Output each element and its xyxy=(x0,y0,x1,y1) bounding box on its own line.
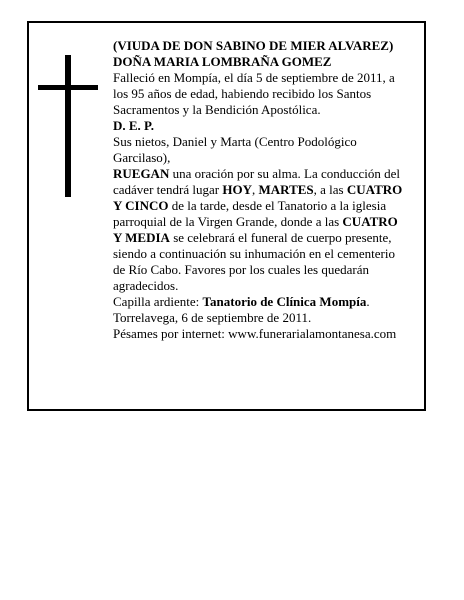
death-info-text: los 95 años de edad, habiendo recibido los Santos xyxy=(113,86,372,101)
request-text: se celebrará el funeral de cuerpo presente, xyxy=(169,230,392,245)
line-chapel xyxy=(113,294,423,310)
request-text: una oración por su alma. La conducción del xyxy=(169,166,401,181)
line-request-5 xyxy=(113,230,423,246)
death-info-text: Sacramentos y la Bendición Apostólica. xyxy=(113,102,321,117)
family-text: Garcilaso), xyxy=(113,150,171,165)
line-death-info-1 xyxy=(113,70,423,86)
chapel-label: Capilla ardiente: xyxy=(113,294,203,309)
request-text: agradecidos. xyxy=(113,278,179,293)
time-keyword: CUATRO xyxy=(342,214,398,229)
time-keyword: Y CINCO xyxy=(113,198,169,213)
deceased-name: DOÑA MARIA LOMBRAÑA GOMEZ xyxy=(113,54,332,69)
line-request-1 xyxy=(113,166,423,182)
line-request-8 xyxy=(113,278,423,294)
line-condolences xyxy=(113,326,423,342)
chapel-punctuation: . xyxy=(366,294,370,309)
line-request-4 xyxy=(113,214,423,230)
request-text: de Río Cabo. Favores por los cuales les quedarán xyxy=(113,262,369,277)
request-keyword: RUEGAN xyxy=(113,166,170,181)
cross-vertical-bar xyxy=(65,55,71,197)
request-text: , xyxy=(251,182,259,197)
request-text: cadáver tendrá lugar xyxy=(113,182,223,197)
request-text: siendo a continuación su inhumación en el cementerio xyxy=(113,246,395,261)
cross-icon xyxy=(38,55,98,197)
family-text: Sus nietos, Daniel y Marta (Centro Podológico xyxy=(113,134,357,149)
rip-text: D. E. P. xyxy=(113,118,155,133)
line-rip xyxy=(113,118,423,134)
line-family-2 xyxy=(113,150,423,166)
time-keyword: CUATRO xyxy=(346,182,403,197)
time-keyword: Y MEDIA xyxy=(113,230,170,245)
request-text: parroquial de la Virgen Grande, donde a las xyxy=(113,214,343,229)
line-request-2 xyxy=(113,182,423,198)
weekday-keyword: MARTES xyxy=(258,182,314,197)
line-widow-of xyxy=(113,38,423,54)
obituary-text xyxy=(113,38,423,342)
line-family-1 xyxy=(113,134,423,150)
line-death-info-3 xyxy=(113,102,423,118)
place-date-text: Torrelavega, 6 de septiembre de 2011. xyxy=(113,310,312,325)
line-deceased-name xyxy=(113,54,423,70)
widow-of-text: (VIUDA DE DON SABINO DE MIER ALVAREZ) xyxy=(113,38,394,53)
request-text: de la tarde, desde el Tanatorio a la iglesia xyxy=(168,198,387,213)
death-info-text: Falleció en Mompía, el día 5 de septiembre de 2011, a xyxy=(113,70,395,85)
day-keyword: HOY xyxy=(222,182,252,197)
condolences-text: Pésames por internet: www.funerarialamontanesa.com xyxy=(113,326,397,341)
cross-horizontal-bar xyxy=(38,85,98,90)
line-place-date xyxy=(113,310,423,326)
line-request-3 xyxy=(113,198,423,214)
chapel-name: Tanatorio de Clínica Mompía xyxy=(202,294,367,309)
line-request-6 xyxy=(113,246,423,262)
line-death-info-2 xyxy=(113,86,423,102)
request-text: , a las xyxy=(313,182,347,197)
line-request-7 xyxy=(113,262,423,278)
